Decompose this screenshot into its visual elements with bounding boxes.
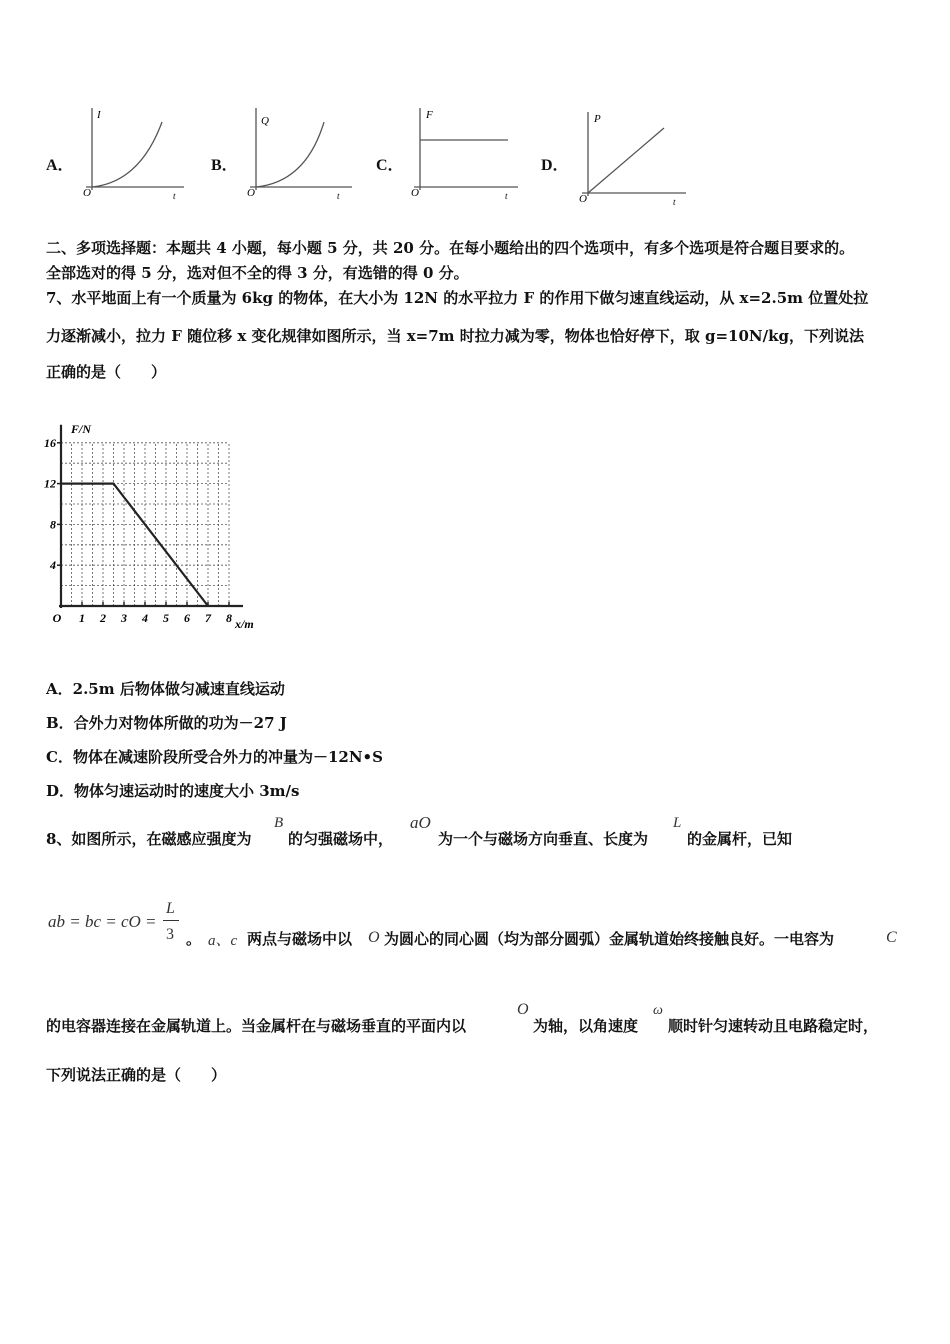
option-d-label: D．: [541, 157, 569, 174]
q8-line3-b: 为轴，以角速度: [533, 1017, 639, 1035]
x-tick-label: 3: [121, 611, 127, 625]
y-tick-label: 4: [50, 558, 56, 573]
q8-frac-num: L: [166, 900, 175, 917]
x-tick-label: 6: [184, 611, 190, 625]
q8-line4: 下列说法正确的是（ ）: [46, 1066, 227, 1084]
q7-line2: 力逐渐减小，拉力 F 随位移 x 变化规律如图所示，当 x=7m 时拉力减为零，物体也恰好停下，取 g=10N/kg，下列说法: [46, 327, 864, 345]
q8-line1-c: 为一个与磁场方向垂直、长度为: [438, 830, 649, 848]
q8-equation: ab = bc = cO =: [48, 912, 157, 931]
x-tick-label: O: [52, 611, 62, 625]
q8-symbol-c: C: [886, 929, 897, 946]
q8-line1-b: 的匀强磁场中，: [288, 830, 394, 848]
q8-line2-c: 为圆心的同心圆（均为部分圆弧）金属轨道始终接触良好。一电容为: [384, 930, 835, 948]
q7-option-d: D．物体匀速运动时的速度大小 3m/s: [46, 782, 300, 800]
graph-d-xlabel: t: [673, 197, 676, 206]
q8-frac-bar: [163, 920, 179, 921]
chart-ylabel: F/N: [71, 421, 92, 436]
graph-c: [408, 100, 528, 200]
q8-symbol-ao: aO: [410, 813, 431, 832]
x-tick-label: 2: [100, 611, 106, 625]
q7-option-a: A．2.5m 后物体做匀减速直线运动: [46, 680, 285, 698]
q8-line3-c: 顺时针匀速转动且电路稳定时，: [668, 1017, 879, 1035]
option-a-label: A．: [46, 157, 74, 174]
graph-a-xlabel: t: [173, 191, 176, 200]
section2-heading-line2: 全部选对的得 5 分，选对但不全的得 3 分，有选错的得 0 分。: [46, 264, 469, 282]
chart-axes: [59, 425, 243, 608]
x-tick-label: 1: [79, 611, 85, 625]
graph-c-ylabel: F: [426, 109, 433, 121]
graph-b: [244, 100, 359, 200]
q8-symbol-ac: a、c: [208, 933, 238, 949]
graph-b-xlabel: t: [337, 191, 340, 200]
y-tick-label: 12: [44, 476, 56, 491]
x-tick-label: 7: [205, 611, 211, 625]
q7-option-b: B．合外力对物体所做的功为－27 J: [46, 714, 287, 732]
q8-symbol-omega: ω: [653, 1003, 663, 1018]
q8-symbol-o: O: [368, 929, 380, 946]
q8-symbol-b: B: [274, 815, 284, 831]
option-c-label: C．: [376, 157, 404, 174]
x-tick-label: 4: [142, 611, 148, 625]
x-tick-label: 5: [163, 611, 169, 625]
q8-line2-a: 。: [186, 930, 202, 948]
option-b-label: B．: [211, 157, 238, 174]
graph-c-origin: O: [411, 187, 419, 199]
x-tick-label: 8: [226, 611, 232, 625]
q8-symbol-l: L: [673, 815, 682, 831]
y-tick-label: 16: [44, 435, 56, 450]
q7-line1: 7、水平地面上有一个质量为 6kg 的物体，在大小为 12N 的水平拉力 F 的作用下做匀速直线运动，从 x=2.5m 位置处拉: [46, 289, 869, 307]
graph-d-ylabel: P: [594, 113, 601, 125]
q8-line3-a: 的电容器连接在金属轨道上。当金属杆在与磁场垂直的平面内以: [46, 1017, 467, 1035]
q7-line3: 正确的是（ ）: [46, 363, 167, 381]
graph-d: [576, 106, 696, 206]
graph-a-ylabel: I: [97, 109, 101, 121]
q8-line1-a: 8、如图所示，在磁感应强度为: [46, 830, 252, 848]
q8-symbol-o2: O: [517, 1001, 529, 1018]
graph-b-ylabel: Q: [261, 115, 269, 127]
q7-option-c: C．物体在减速阶段所受合外力的冲量为－12N•S: [46, 748, 383, 766]
q7-force-chart: [40, 400, 270, 640]
graph-d-origin: O: [579, 193, 587, 205]
graph-a: [80, 100, 190, 200]
section2-heading-line1: 二、多项选择题：本题共 4 小题，每小题 5 分，共 20 分。在每小题给出的四个选项中，有多个选项是符合题目要求的。: [46, 239, 855, 257]
q8-line2-b: 两点与磁场中以: [247, 930, 353, 948]
q8-frac-den: 3: [166, 926, 174, 943]
y-tick-label: 8: [50, 517, 56, 532]
graph-a-origin: O: [83, 187, 91, 199]
graph-c-xlabel: t: [505, 191, 508, 200]
chart-xlabel: x/m: [235, 617, 254, 631]
graph-b-origin: O: [247, 187, 255, 199]
q8-line1-d: 的金属杆，已知: [687, 830, 793, 848]
